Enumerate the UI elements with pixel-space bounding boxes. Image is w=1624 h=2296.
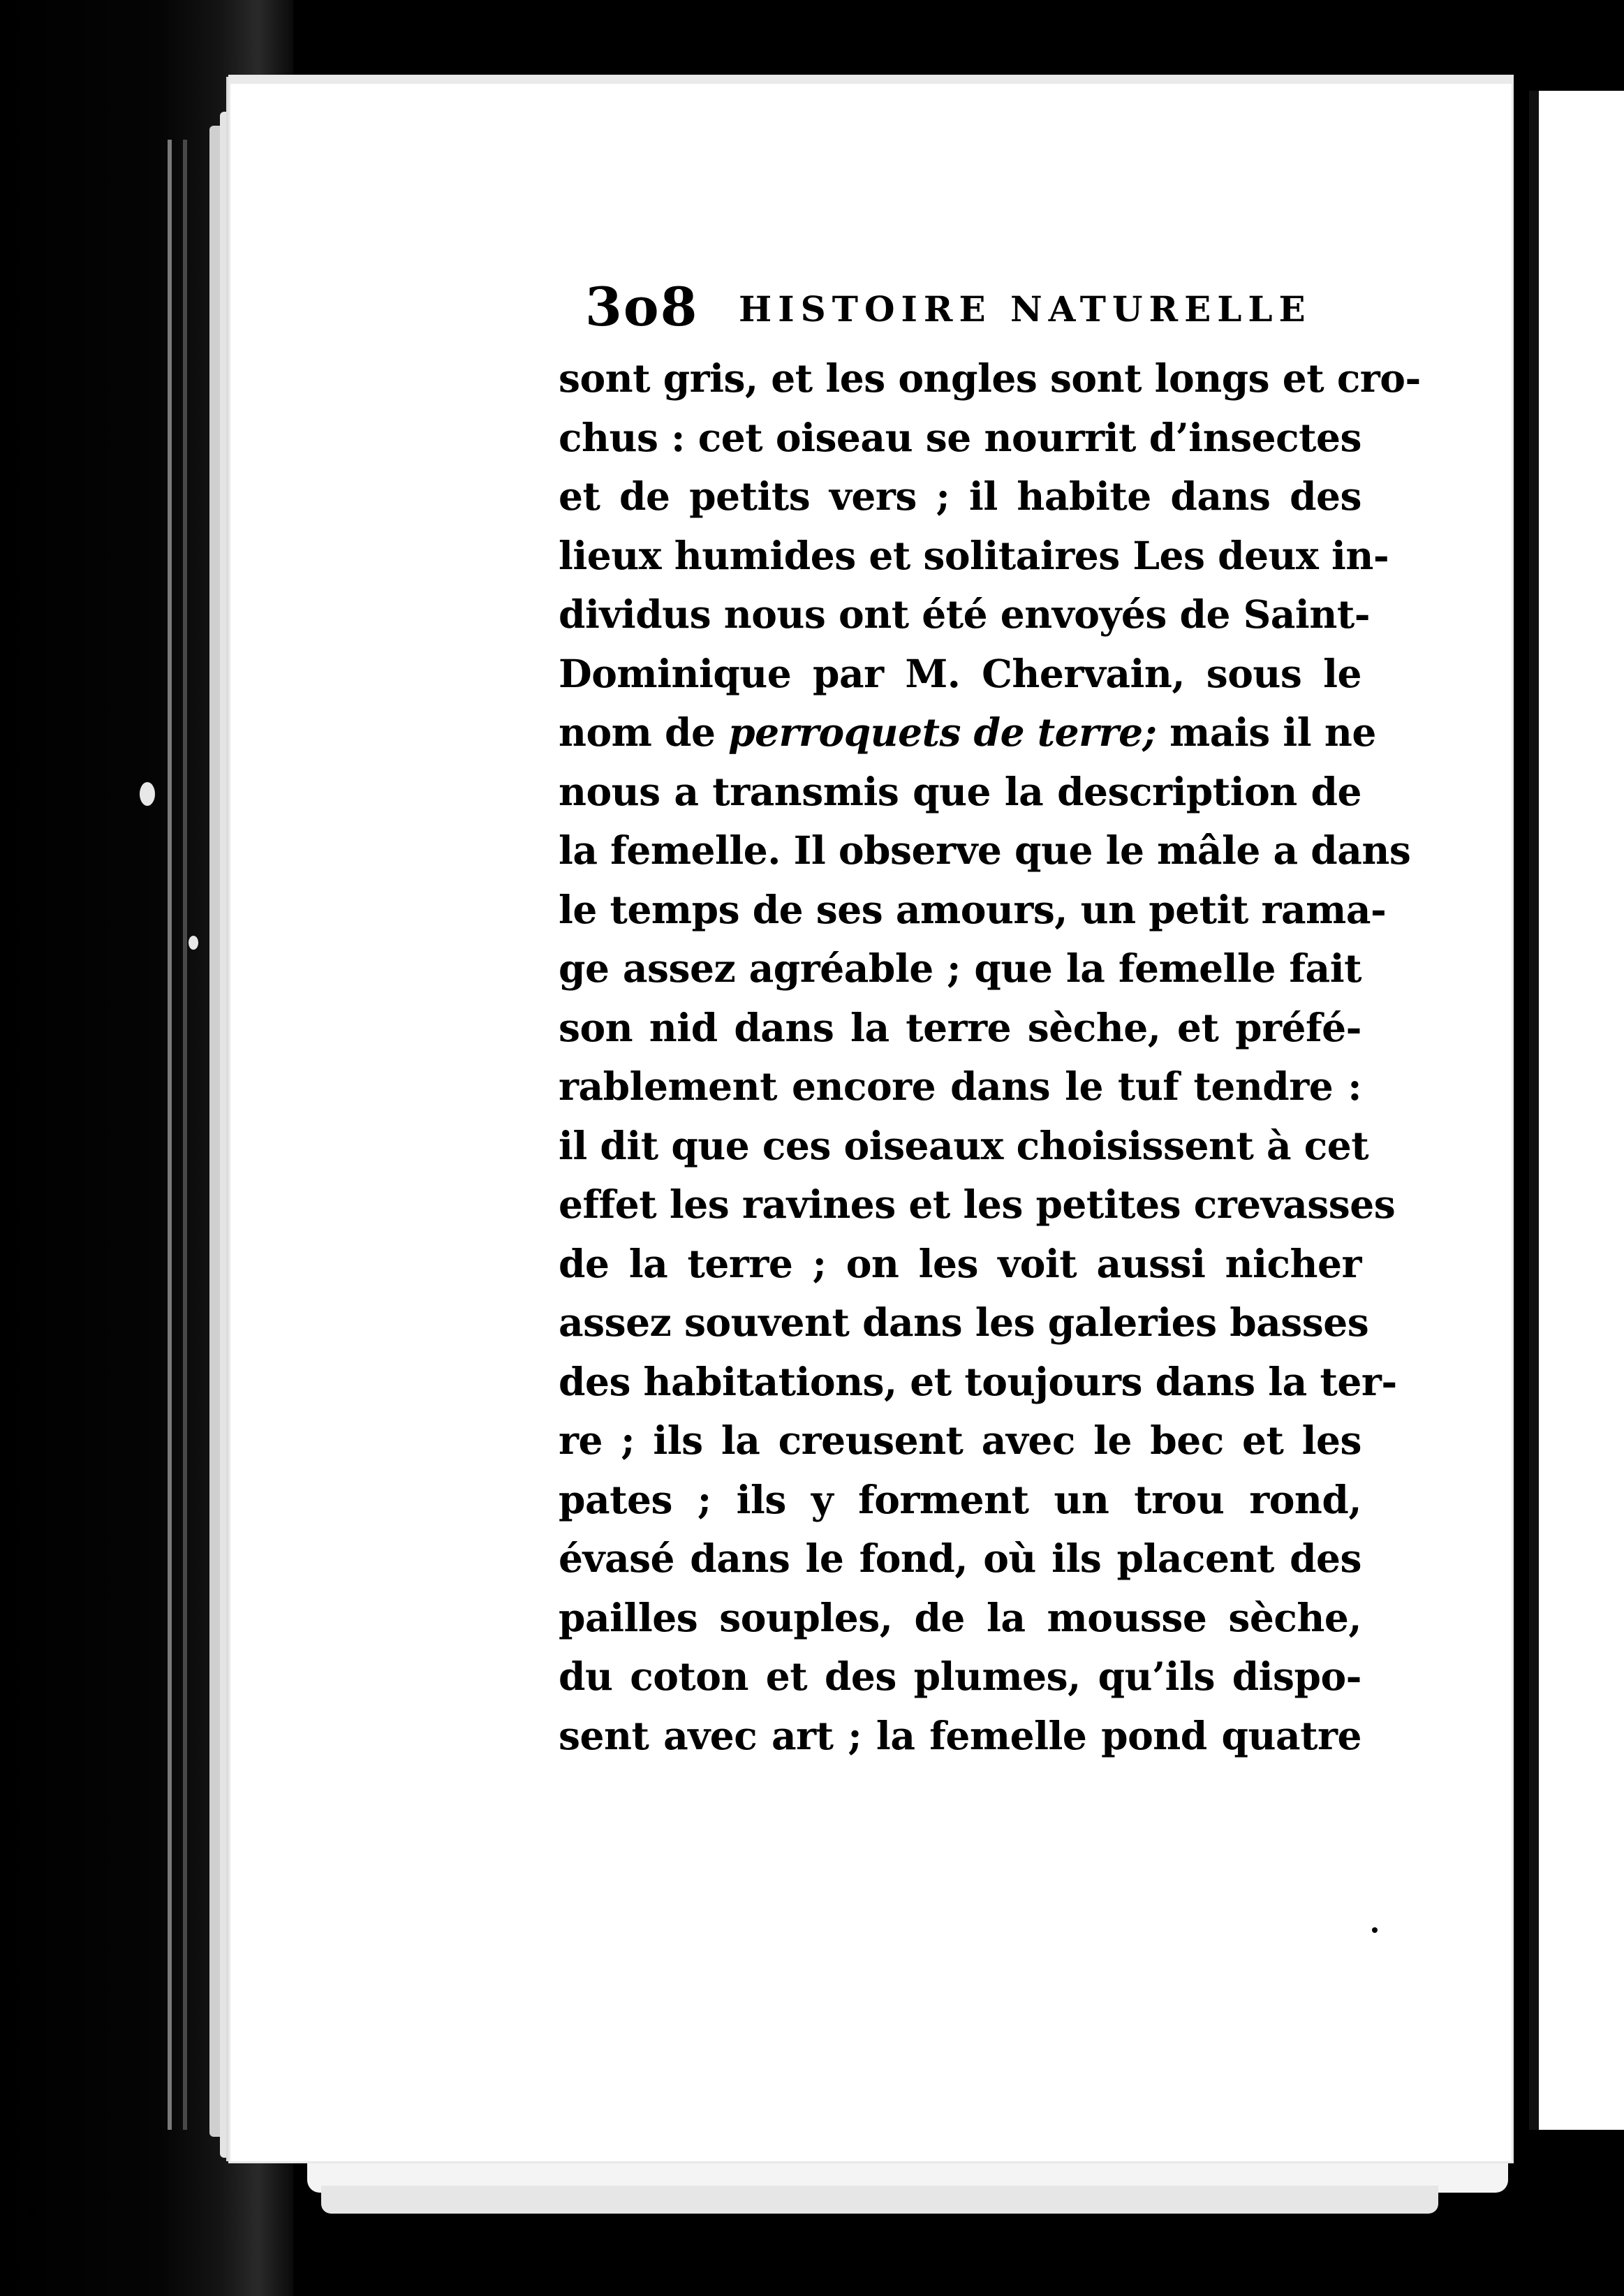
text-line: effet les ravines et les petites crevasses — [559, 1182, 1396, 1227]
italic-term: perroquets de terre; — [728, 709, 1157, 755]
text-line: rablement encore dans le tuf tendre : — [559, 1064, 1361, 1109]
text-segment: mais il ne — [1156, 709, 1376, 755]
text-line: lieux humides et solitaires Les deux in- — [559, 532, 1389, 578]
text-line: pailles souples, de la mousse sèche, — [559, 1594, 1361, 1640]
ink-speck — [1372, 1927, 1378, 1933]
ink-speck — [28, 2207, 38, 2216]
text-line: du coton et des plumes, qu’ils dispo- — [559, 1654, 1361, 1699]
text-line: sent avec art ; la femelle pond quatre — [559, 1712, 1361, 1758]
text-line: dividus nous ont été envoyés de Saint- — [559, 591, 1371, 637]
text-line: assez souvent dans les galeries basses — [559, 1300, 1369, 1345]
text-line: re ; ils la creusent avec le bec et les — [559, 1418, 1361, 1463]
text-line: Dominique par M. Chervain, sous le — [559, 650, 1361, 696]
running-title: HISTOIRE NATURELLE — [739, 288, 1312, 330]
text-segment: nom de — [559, 709, 729, 755]
text-line: évasé dans le fond, où ils placent des — [559, 1536, 1361, 1581]
page-number: 3o8 — [585, 276, 699, 338]
text-line: nous a transmis que la description de — [559, 768, 1361, 814]
text-line: la femelle. Il observe que le mâle a dans — [559, 827, 1411, 873]
text-line: ge assez agréable ; que la femelle fait — [559, 945, 1361, 991]
binding-highlight — [183, 140, 187, 2130]
body-text — [559, 349, 1421, 1765]
binding-highlight — [168, 140, 172, 2130]
text-line: il dit que ces oiseaux choisissent à cet — [559, 1122, 1369, 1168]
text-line: des habitations, et toujours dans la ter- — [559, 1358, 1397, 1404]
text-line: pates ; ils y forment un trou rond, — [559, 1476, 1361, 1522]
page-bottom-edge — [321, 2186, 1438, 2214]
dust-speck — [140, 782, 155, 806]
page-header — [585, 276, 1374, 339]
text-line: chus : cet oiseau se nourrit d’insectes — [559, 414, 1361, 460]
dust-speck — [189, 936, 198, 950]
text-line: son nid dans la terre sèche, et préfé- — [559, 1004, 1361, 1050]
facing-page-edge — [1529, 91, 1624, 2130]
text-line: le temps de ses amours, un petit rama- — [559, 886, 1387, 932]
text-line — [559, 703, 1376, 763]
text-line: de la terre ; on les voit aussi nicher — [559, 1240, 1361, 1286]
text-line: et de petits vers ; il habite dans des — [559, 473, 1361, 519]
text-line: sont gris, et les ongles sont longs et cro- — [559, 355, 1421, 401]
